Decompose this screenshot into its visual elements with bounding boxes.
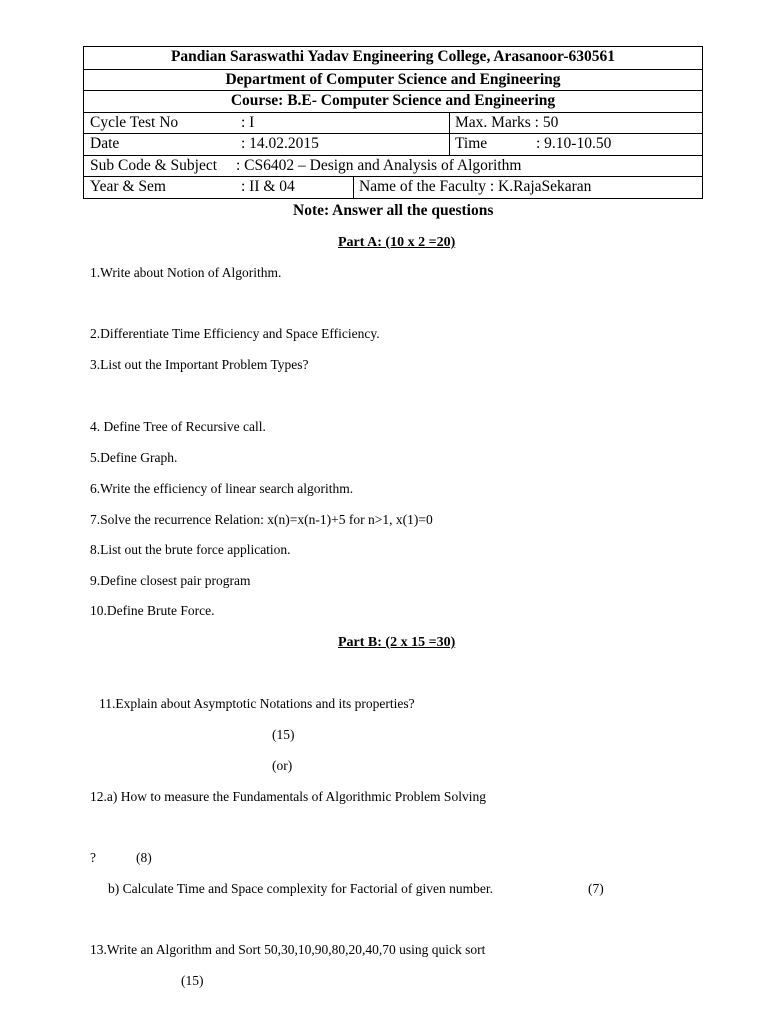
question-11-marks: (15) <box>272 727 295 742</box>
date-row <box>84 133 702 155</box>
subject-row <box>84 155 702 177</box>
cycle-row <box>84 112 702 134</box>
exam-header-table <box>83 46 703 199</box>
max-marks: Max. Marks : 50 <box>455 113 559 131</box>
date-value: : 14.02.2015 <box>241 135 319 152</box>
part-b-title: Part B: (2 x 15 =30) <box>338 635 456 650</box>
question-9: 9.Define closest pair program <box>90 573 251 588</box>
question-10: 10.Define Brute Force. <box>90 603 215 618</box>
question-11: 11.Explain about Asymptotic Notations and its properties? <box>99 696 415 711</box>
year-label: Year & Sem <box>90 178 166 195</box>
date-label: Date <box>90 135 120 152</box>
college-name: Pandian Saraswathi Yadav Engineering College, Arasanoor-630561 <box>170 48 616 65</box>
question-12a-continuation: ? <box>90 850 96 865</box>
question-2: 2.Differentiate Time Efficiency and Space Efficiency. <box>90 326 380 341</box>
year-row <box>84 176 702 198</box>
question-4: 4. Define Tree of Recursive call. <box>90 419 266 434</box>
cycle-value: : I <box>241 113 255 131</box>
cycle-label: Cycle Test No <box>90 113 179 131</box>
subject-label: Sub Code & Subject <box>90 156 218 174</box>
course-name: Course: B.E- Computer Science and Engineering <box>230 92 556 109</box>
exam-note: Note: Answer all the questions <box>293 202 494 219</box>
question-12b: b) Calculate Time and Space complexity for Factorial of given number. <box>108 881 494 896</box>
question-5: 5.Define Graph. <box>90 450 178 465</box>
column-divider <box>449 134 450 155</box>
question-7: 7.Solve the recurrence Relation: x(n)=x(n-1)+5 for n>1, x(1)=0 <box>90 512 433 527</box>
question-1: 1.Write about Notion of Algorithm. <box>90 265 282 280</box>
course-row <box>84 90 702 112</box>
question-3: 3.List out the Important Problem Types? <box>90 357 309 372</box>
college-row <box>84 47 702 69</box>
question-8: 8.List out the brute force application. <box>90 542 291 557</box>
department-row <box>84 69 702 91</box>
question-12a-marks: (8) <box>136 850 152 865</box>
year-value: : II & 04 <box>241 178 295 195</box>
column-divider <box>449 113 450 134</box>
column-divider <box>353 177 354 198</box>
question-12a: 12.a) How to measure the Fundamentals of Algorithmic Problem Solving <box>90 789 486 804</box>
question-13: 13.Write an Algorithm and Sort 50,30,10,90,80,20,40,70 using quick sort <box>90 942 486 957</box>
or-separator: (or) <box>272 758 293 773</box>
part-a-title: Part A: (10 x 2 =20) <box>338 235 456 250</box>
question-13-marks: (15) <box>181 973 204 988</box>
question-6: 6.Write the efficiency of linear search algorithm. <box>90 481 354 496</box>
question-12b-marks: (7) <box>588 881 604 896</box>
faculty-name: Name of the Faculty : K.RajaSekaran <box>359 178 592 195</box>
time-value: : 9.10-10.50 <box>536 135 612 152</box>
subject-value: : CS6402 – Design and Analysis of Algorithm <box>236 156 522 174</box>
department-name: Department of Computer Science and Engineering <box>225 70 561 88</box>
time-label: Time <box>455 135 488 152</box>
